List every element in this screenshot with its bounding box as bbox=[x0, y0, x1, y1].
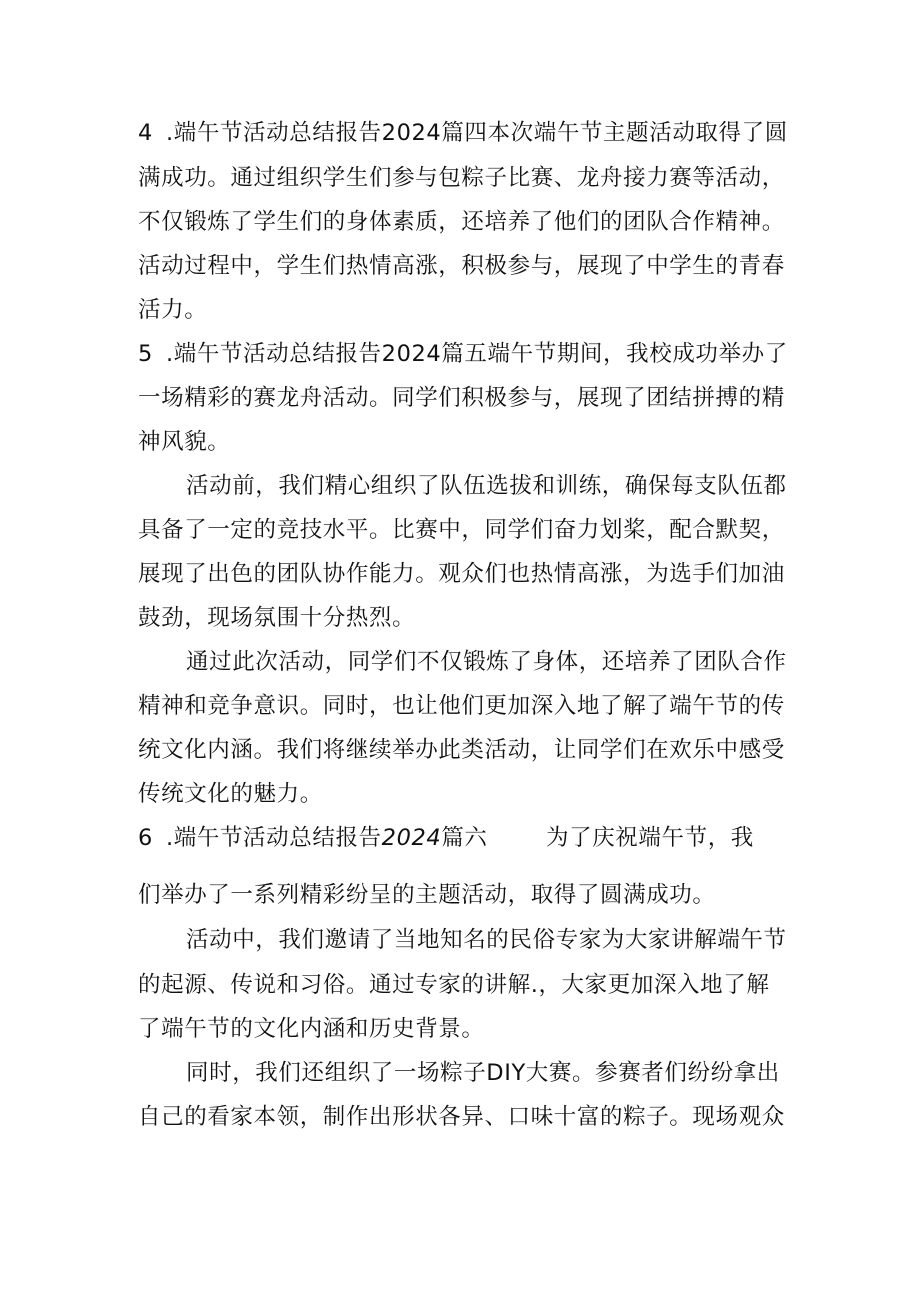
section-5-line-3: 神风貌。 bbox=[138, 429, 231, 455]
section-6-p3-line-1: 同时，我们还组织了一场粽子DIY大赛。参赛者们纷纷拿出 bbox=[186, 1060, 780, 1086]
section-6-p2-line-1: 活动中，我们邀请了当地知名的民俗专家为大家讲解端午节 bbox=[186, 927, 787, 953]
section-6-p3-line-2: 自己的看家本领，制作出形状各异、口味十富的粽子。现场观众 bbox=[138, 1104, 785, 1130]
section-5-line-2: 一场精彩的赛龙舟活动。同学们积极参与，展现了团结拼搏的精 bbox=[138, 385, 785, 411]
section-4-line-2: 满成功。通过组织学生们参与包粽子比赛、龙舟接力赛等活动， bbox=[138, 165, 785, 191]
section-5-heading: .端午节活动总结报告2024篇五端午节期间，我校成功举办了 bbox=[166, 341, 788, 367]
section-6-number: 6 bbox=[138, 825, 153, 851]
section-6-p2-line-3: 了端午节的文化内涵和历史背景。 bbox=[138, 1016, 485, 1042]
section-4-line-4: 活动过程中，学生们热情高涨，积极参与，展现了中学生的青春 bbox=[138, 253, 785, 279]
section-4-number: 4 bbox=[138, 120, 153, 146]
section-5-p2-line-1: 活动前，我们精心组织了队伍选拔和训练，确保每支队伍都 bbox=[186, 473, 787, 499]
section-4-line-3: 不仅锻炼了学生们的身体素质，还培养了他们的团队合作精神。 bbox=[138, 209, 785, 235]
section-6-heading-year: 2024 bbox=[381, 825, 442, 851]
section-5-p3-line-3: 统文化内涵。我们将继续举办此类活动，让同学们在欢乐中感受 bbox=[138, 737, 785, 763]
section-5-p3-line-2: 精神和竞争意识。同时，也让他们更加深入地了解了端午节的传 bbox=[138, 693, 785, 719]
section-6-line-2: 们举办了一系列精彩纷呈的主题活动，取得了圆满成功。 bbox=[138, 882, 716, 908]
section-6-heading-tail: 为了庆祝端午节，我 bbox=[546, 825, 754, 851]
section-6-p2-line-2: 的起源、传说和习俗。通过专家的讲解.，大家更加深入地了解 bbox=[138, 972, 770, 998]
section-5-number: 5 bbox=[138, 341, 153, 367]
section-6-heading-prefix: .端午节活动总结报告 bbox=[166, 825, 382, 851]
section-5-p3-line-4: 传统文化的魅力。 bbox=[138, 781, 323, 807]
section-5-p3-line-1: 通过此次活动，同学们不仅锻炼了身体，还培养了团队合作 bbox=[186, 649, 787, 675]
section-4-heading: .端午节活动总结报告2024篇四本次端午节主题活动取得了圆 bbox=[166, 120, 788, 146]
section-6-heading-suffix: 篇六 bbox=[441, 825, 488, 851]
section-4-line-5: 活力。 bbox=[138, 297, 208, 323]
section-5-p2-line-3: 展现了出色的团队协作能力。观众们也热情高涨，为选手们加油 bbox=[138, 561, 785, 587]
section-5-line-1 bbox=[138, 339, 798, 369]
section-5-p2-line-4: 鼓劲，现场氛围十分热烈。 bbox=[138, 605, 416, 631]
section-5-p2-line-2: 具备了一定的竞技水平。比赛中，同学们奋力划桨，配合默契， bbox=[138, 517, 785, 543]
section-4-line-1 bbox=[138, 118, 798, 148]
